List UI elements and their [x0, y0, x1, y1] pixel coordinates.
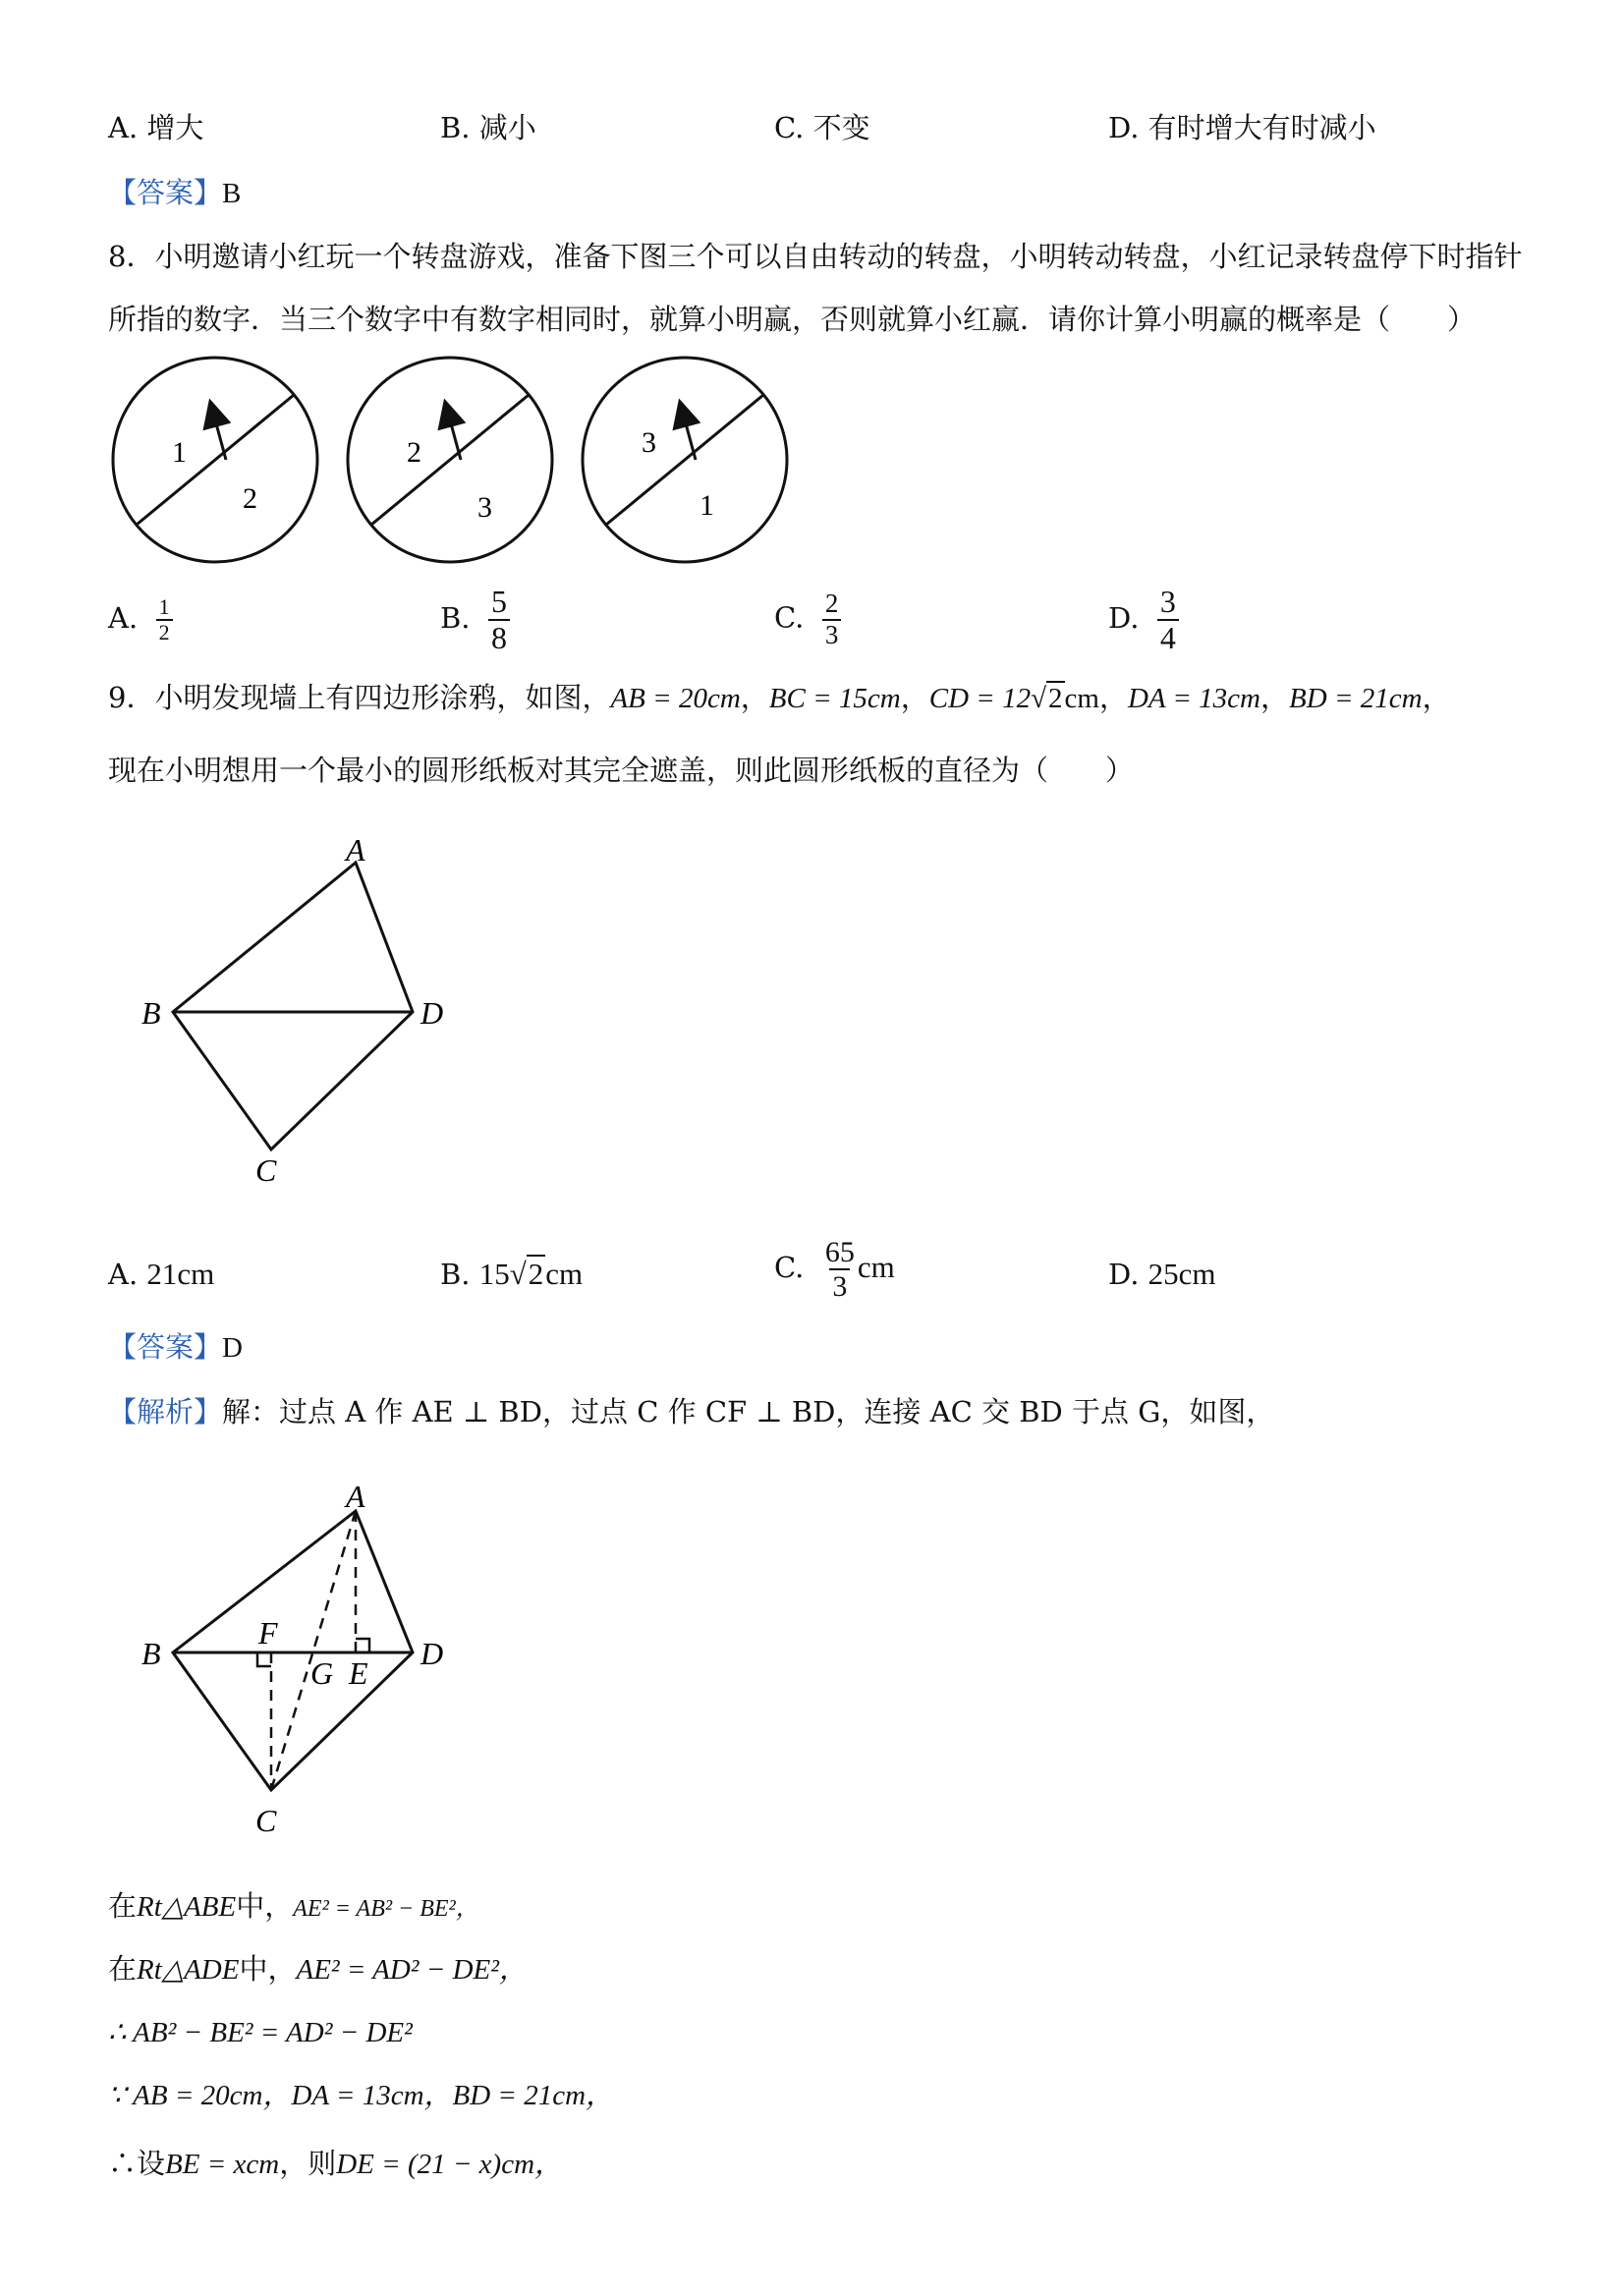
step-3: ∴ AB² − BE² = AD² − DE²	[108, 2017, 413, 2048]
step-1: 在Rt△ABE中，AE² = AB² − BE²，	[108, 1889, 479, 1923]
q8-option-c: C. $\frac{2}{3}$	[774, 589, 841, 649]
q9-answer: 【答案】D	[108, 1330, 243, 1364]
label-d: D	[420, 995, 444, 1031]
fig2-label-c: C	[255, 1803, 277, 1838]
q7-option-c: C. 不变	[774, 111, 870, 144]
fig2-label-d: D	[420, 1636, 444, 1671]
q9-option-a: A. 21cm	[108, 1257, 215, 1291]
spinner-2-top: 2	[407, 436, 421, 469]
spinner-1-bottom: 2	[243, 482, 257, 515]
q8-stem-line1: 8．小明邀请小红玩一个转盘游戏，准备下图三个可以自由转动的转盘，小明转动转盘，小红记录转盘停下时指针	[108, 240, 1523, 273]
label-c: C	[255, 1152, 277, 1188]
fig2-label-e: E	[349, 1655, 368, 1691]
q7-option-b: B. 减小	[440, 111, 536, 144]
q9-stem-line1: 9．小明发现墙上有四边形涂鸦，如图，AB = 20cm，BC = 15cm，CD = 12√2cm，DA = 13cm，BD = 21cm，	[108, 681, 1451, 714]
label-a: A	[346, 835, 365, 868]
q9-option-c: C. $\frac{65}{3}$ cm	[774, 1236, 895, 1303]
spinner-3-bottom: 1	[700, 489, 714, 522]
spinner-2	[348, 358, 552, 562]
q7-option-a: A. 增大	[108, 111, 204, 144]
fig2-label-g: G	[310, 1655, 334, 1691]
spinner-3-top: 3	[642, 426, 656, 459]
spinner-1	[113, 358, 317, 562]
answer-tag: 【答案】	[108, 176, 223, 209]
q9-option-b: B. 15√2cm	[440, 1257, 584, 1291]
spinner-2-bottom: 3	[477, 491, 492, 524]
q8-option-d: D. $\frac{3}{4}$	[1108, 585, 1179, 655]
fig2-label-a: A	[346, 1479, 365, 1514]
quadrilateral-figure	[128, 835, 462, 1189]
q7-option-d: D. 有时增大有时减小	[1108, 111, 1376, 144]
spinner-1-top: 1	[172, 436, 187, 469]
step-2: 在Rt△ADE中，AE² = AD² − DE²，	[108, 1952, 528, 1986]
step-4: ∵ AB = 20cm，DA = 13cm，BD = 21cm，	[108, 2080, 615, 2111]
spinner-figure	[103, 354, 811, 572]
q9-analysis: 【解析】解：过点 A 作 AE ⊥ BD，过点 C 作 CF ⊥ BD，连接 AC 交 BD 于点 G，如图，	[108, 1395, 1275, 1428]
fig2-label-b: B	[141, 1636, 161, 1671]
q8-stem-line2: 所指的数字．当三个数字中有数字相同时，就算小明赢，否则就算小红赢．请你计算小明赢的概率是（ ）	[108, 303, 1477, 336]
spinner-3	[583, 358, 787, 562]
q8-option-a: A. $\frac{1}{2}$	[108, 595, 173, 644]
q7-answer: 【答案】B	[108, 176, 242, 209]
q8-option-b: B. $\frac{5}{8}$	[440, 585, 510, 655]
fig2-label-f: F	[258, 1615, 278, 1651]
analysis-figure	[128, 1474, 481, 1847]
label-b: B	[141, 995, 161, 1031]
q9-stem-line2: 现在小明想用一个最小的圆形纸板对其完全遮盖，则此圆形纸板的直径为（ ）	[108, 754, 1135, 787]
q9-option-d: D. 25cm	[1108, 1257, 1216, 1291]
step-5: ∴设BE = xcm，则DE = (21 − x)cm，	[108, 2147, 564, 2180]
